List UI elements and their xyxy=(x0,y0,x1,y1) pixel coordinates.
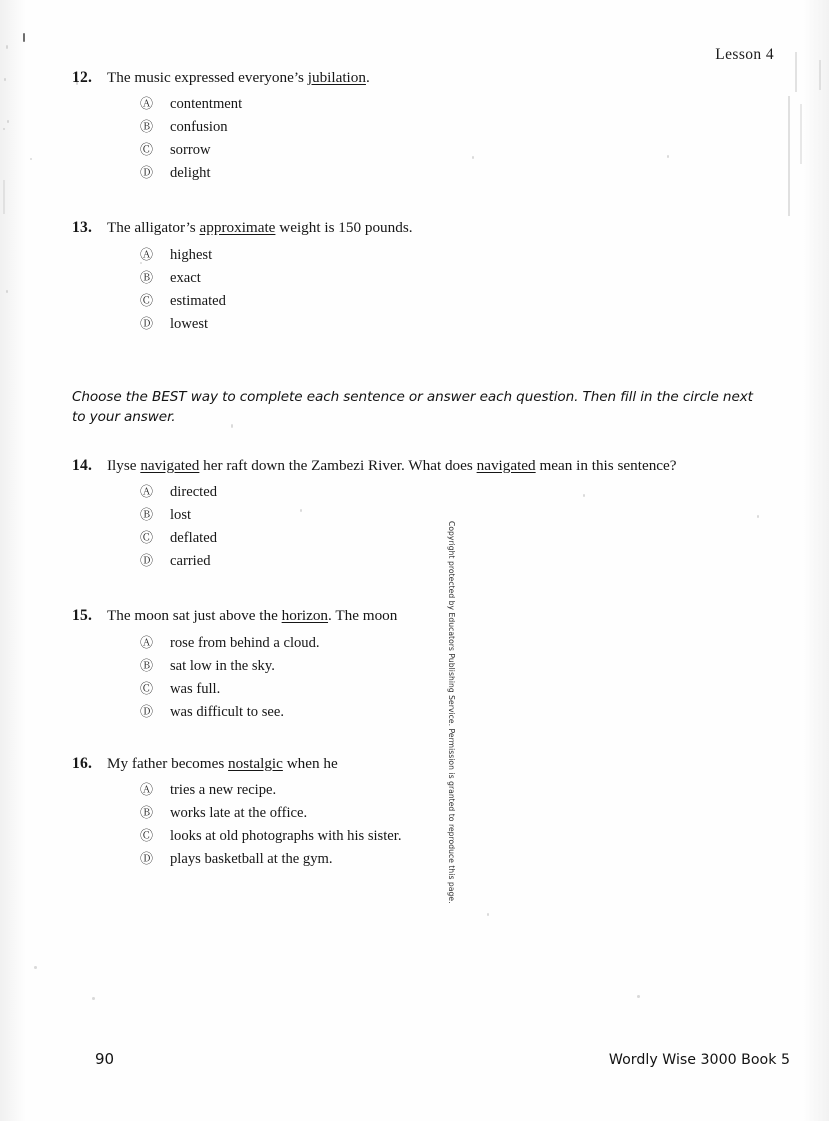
answer-bubble-a-icon[interactable]: Ⓐ xyxy=(140,247,154,263)
question-number: 16. xyxy=(72,754,93,772)
answer-option-label: contentment xyxy=(170,96,243,113)
question-text xyxy=(107,606,772,625)
answer-bubble-c-icon[interactable]: Ⓒ xyxy=(140,531,154,547)
footer-book-title: Wordly Wise 3000 Book 5 xyxy=(608,1052,790,1068)
scan-streak xyxy=(795,52,797,92)
scan-speck xyxy=(7,120,9,123)
answer-bubble-a-icon[interactable]: Ⓐ xyxy=(140,97,154,113)
answer-option[interactable] xyxy=(72,316,772,334)
answer-bubble-d-icon[interactable]: Ⓓ xyxy=(140,554,154,570)
answer-bubble-b-icon[interactable]: Ⓑ xyxy=(140,508,154,524)
answer-bubble-b-icon[interactable]: Ⓑ xyxy=(140,806,154,822)
question-number: 14. xyxy=(72,456,93,474)
scan-speck xyxy=(6,290,8,293)
answer-option[interactable] xyxy=(72,553,772,571)
scan-speck xyxy=(637,995,640,998)
answer-option-label: tries a new recipe. xyxy=(170,782,277,799)
footer-page-number: 90 xyxy=(95,1050,115,1068)
scan-speck xyxy=(34,966,37,969)
scan-speck xyxy=(23,33,25,42)
answer-option[interactable] xyxy=(72,635,772,653)
answer-option[interactable] xyxy=(72,681,772,699)
answer-options xyxy=(72,247,772,334)
question-text xyxy=(107,456,772,475)
prompt-text-before: My father becomes xyxy=(107,754,229,772)
question-text xyxy=(107,68,772,87)
answer-option-label: looks at old photographs with his sister. xyxy=(170,828,402,845)
prompt-text-before: The alligator’s xyxy=(107,219,200,237)
answer-bubble-a-icon[interactable]: Ⓐ xyxy=(140,635,154,651)
answer-option-label: directed xyxy=(170,484,217,501)
spacer xyxy=(72,576,772,606)
answer-option[interactable] xyxy=(72,165,772,183)
answer-option[interactable] xyxy=(72,96,772,114)
left-edge-shadow xyxy=(0,0,26,1121)
scan-streak xyxy=(800,104,802,164)
answer-bubble-c-icon[interactable]: Ⓒ xyxy=(140,829,154,845)
question-prompt xyxy=(72,68,772,87)
question-list xyxy=(72,68,772,874)
scan-speck xyxy=(4,78,6,81)
right-edge-shadow xyxy=(803,0,829,1121)
scan-streak xyxy=(788,96,790,216)
spacer xyxy=(72,727,772,754)
answer-option[interactable] xyxy=(72,805,772,823)
answer-option-label: deflated xyxy=(170,530,217,547)
scan-speck xyxy=(92,997,95,1000)
prompt-text-before: The moon sat just above the xyxy=(107,607,282,625)
answer-options xyxy=(72,635,772,722)
scan-speck xyxy=(6,45,8,49)
vocabulary-word: nostalgic xyxy=(228,754,283,772)
prompt-text-after: weight is 150 pounds. xyxy=(275,219,413,237)
answer-options xyxy=(72,96,772,183)
question-number: 15. xyxy=(72,607,93,625)
prompt-text-before: Ilyse xyxy=(107,456,141,474)
vocabulary-word: horizon xyxy=(281,607,329,625)
answer-option[interactable] xyxy=(72,782,772,800)
answer-option-label: was difficult to see. xyxy=(170,703,285,720)
prompt-text-after: when he xyxy=(282,754,338,772)
question-item xyxy=(72,456,772,571)
answer-bubble-d-icon[interactable]: Ⓓ xyxy=(140,316,154,332)
answer-option-label: confusion xyxy=(170,119,228,136)
answer-option[interactable] xyxy=(72,484,772,502)
answer-bubble-a-icon[interactable]: Ⓐ xyxy=(140,485,154,501)
scan-speck xyxy=(30,158,32,160)
answer-option-label: plays basketball at the gym. xyxy=(170,851,333,868)
spacer xyxy=(72,339,772,387)
answer-bubble-d-icon[interactable]: Ⓓ xyxy=(140,852,154,868)
page-header-lesson: Lesson 4 xyxy=(715,46,774,63)
answer-bubble-b-icon[interactable]: Ⓑ xyxy=(140,120,154,136)
answer-option-label: exact xyxy=(170,269,201,286)
spacer xyxy=(72,188,772,218)
question-number: 12. xyxy=(72,69,93,86)
answer-bubble-d-icon[interactable]: Ⓓ xyxy=(140,166,154,182)
spacer xyxy=(72,428,772,456)
answer-option-label: sorrow xyxy=(170,142,211,159)
prompt-text-after: . The moon xyxy=(328,607,398,625)
question-item xyxy=(72,606,772,721)
answer-options xyxy=(72,484,772,571)
copyright-notice: Copyright protected by Educators Publishing Service. Permission is granted to reproduce this page. xyxy=(447,521,456,904)
answer-option-label: highest xyxy=(170,246,213,263)
question-prompt xyxy=(72,606,772,625)
answer-option-label: rose from behind a cloud. xyxy=(170,634,320,651)
question-item xyxy=(72,754,772,869)
answer-option[interactable] xyxy=(72,851,772,869)
answer-option-label: sat low in the sky. xyxy=(170,657,275,674)
answer-bubble-c-icon[interactable]: Ⓒ xyxy=(140,143,154,159)
scan-speck xyxy=(487,913,489,916)
scan-streak xyxy=(819,60,821,90)
answer-option[interactable] xyxy=(72,247,772,265)
prompt-text-before: The music expressed everyone’s xyxy=(107,69,308,86)
answer-option-label: estimated xyxy=(170,292,226,309)
answer-bubble-b-icon[interactable]: Ⓑ xyxy=(140,658,154,674)
answer-bubble-d-icon[interactable]: Ⓓ xyxy=(140,704,154,720)
question-prompt xyxy=(72,754,772,773)
answer-option-label: lowest xyxy=(170,315,209,332)
question-text xyxy=(107,754,772,773)
vocabulary-word: navigated xyxy=(476,456,536,474)
answer-option-label: lost xyxy=(170,507,192,524)
prompt-text-after: mean in this sentence? xyxy=(535,456,677,474)
instruction-paragraph: Choose the BEST way to complete each sentence or answer each question. Then fill in the circle next to your answer. xyxy=(72,388,753,426)
answer-options xyxy=(72,782,772,869)
answer-option[interactable] xyxy=(72,704,772,722)
answer-bubble-a-icon[interactable]: Ⓐ xyxy=(140,783,154,799)
answer-option[interactable] xyxy=(72,142,772,160)
question-prompt xyxy=(72,456,772,475)
vocabulary-word: approximate xyxy=(199,219,276,237)
question-prompt xyxy=(72,218,772,237)
prompt-text-middle: her raft down the Zambezi River. What does xyxy=(199,456,477,474)
answer-bubble-c-icon[interactable]: Ⓒ xyxy=(140,681,154,697)
answer-option[interactable] xyxy=(72,828,772,846)
scan-speck xyxy=(3,128,5,130)
answer-option-label: works late at the office. xyxy=(170,805,308,822)
answer-option[interactable] xyxy=(72,270,772,288)
prompt-text-after: . xyxy=(365,69,370,86)
answer-option-label: delight xyxy=(170,165,211,182)
answer-bubble-c-icon[interactable]: Ⓒ xyxy=(140,293,154,309)
answer-option[interactable] xyxy=(72,293,772,311)
answer-option-label: carried xyxy=(170,553,211,570)
question-item xyxy=(72,68,772,183)
answer-option[interactable] xyxy=(72,119,772,137)
question-item xyxy=(72,218,772,333)
vocabulary-word: navigated xyxy=(140,456,200,474)
vocabulary-word: jubilation xyxy=(307,69,366,86)
answer-option[interactable] xyxy=(72,658,772,676)
question-text xyxy=(107,218,772,237)
scan-streak xyxy=(3,180,5,214)
answer-bubble-b-icon[interactable]: Ⓑ xyxy=(140,270,154,286)
question-number: 13. xyxy=(72,219,93,237)
answer-option-label: was full. xyxy=(170,680,221,697)
answer-option[interactable] xyxy=(72,507,772,525)
answer-option[interactable] xyxy=(72,530,772,548)
